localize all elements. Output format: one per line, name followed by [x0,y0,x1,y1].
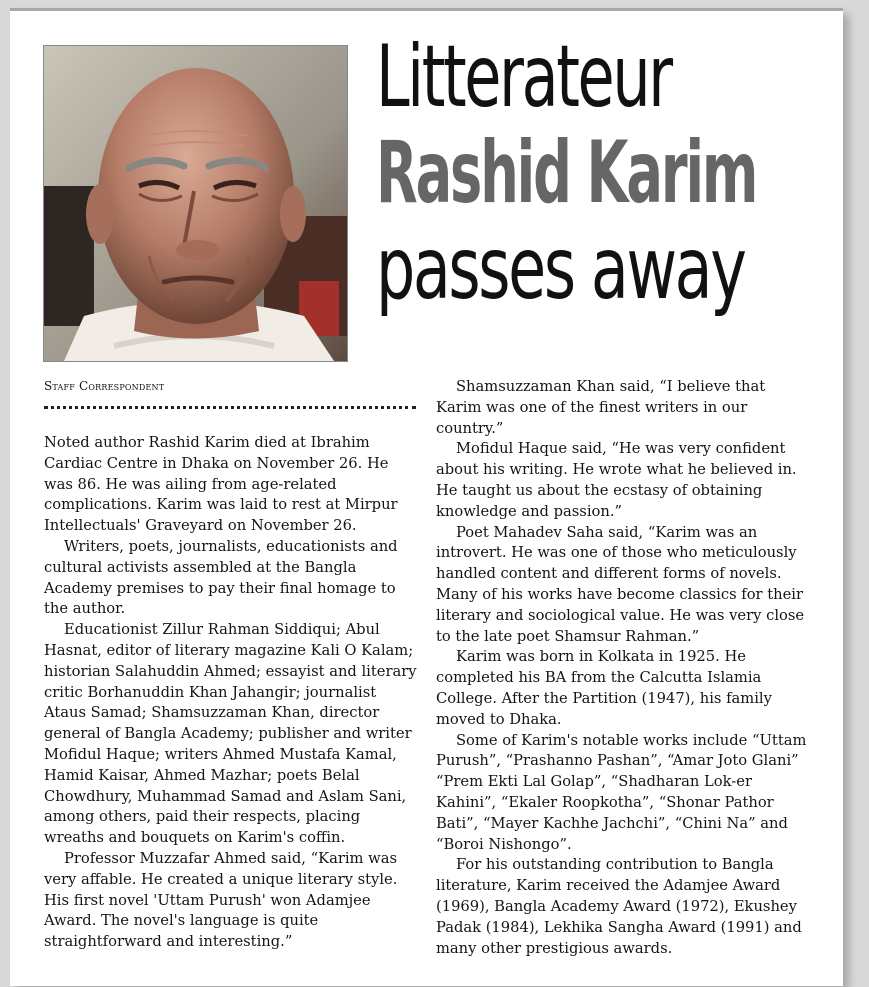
newspaper-page [10,8,843,986]
paragraph: Shamsuzzaman Khan said, “I believe that Karim was one of the finest writers in our country.” [436,378,766,437]
article-column-right [436,377,810,959]
paragraph: Karim was born in Kolkata in 1925. He completed his BA from the Calcutta Islamia College. After the Partition (1947), his family moved to Dhaka. [436,648,772,728]
paragraph: Writers, poets, journalists, educationists and cultural activists assembled at the Bangla Academy premises to pay their final homage to the author. [44,537,398,618]
paragraph: For his outstanding contribution to Bangla literature, Karim received the Adamjee Award (1969), Bangla Academy Award (1972), Ekushey Padak (1984), Lekhika Sangha Award (1991) and many other prestigious awards. [436,856,802,957]
paragraph: Noted author Rashid Karim died at Ibrahim Cardiac Centre in Dhaka on November 26. He was 86. He was ailing from age-related complications. Karim was laid to rest at Mirpur Intellectuals' Graveyard on November 26. [44,434,398,535]
article-column-left [44,433,418,953]
paragraph: Educationist Zillur Rahman Siddiqui; Abul Hasnat, editor of literary magazine Kali O Kalam; historian Salahuddin Ahmed; essayist and literary critic Borhanuddin Khan Jahangir; journalist Ataus Samad; Shamsuzzaman Khan, director general of Bangla Academy; publisher and writer Mofidul Haque; writers Ahmed Mustafa Kamal, Hamid Kaisar, Ahmed Mazhar; poets Belal Chowdhury, Muhammad Samad and Aslam Sani, among others, paid their respects, placing wreaths and bouquets on Karim's coffin. [44,621,417,847]
paragraph: Professor Muzzafar Ahmed said, “Karim was very affable. He created a unique literary style. His first novel 'Uttam Purush' won Adamjee Award. The novel's language is quite straightforward and interesting.” [44,849,398,951]
headline-line-2: Rashid Karim [376,123,757,223]
portrait-photo [43,45,348,362]
article-headline [376,29,836,317]
paragraph: Mofidul Haque said, “He was very confident about his writing. He wrote what he believed in. He taught us about the ecstasy of obtaining knowledge and passion.” [436,440,797,520]
byline: Staff Correspondent [44,379,165,393]
portrait-illustration [44,46,347,361]
headline-line-1: Litterateur [376,27,671,127]
headline-line-3: passes away [376,219,745,319]
dotted-divider [44,406,416,409]
paragraph: Poet Mahadev Saha said, “Karim was an introvert. He was one of those who meticulously handled content and different forms of novels. Many of his works have become classics for their literary and sociological value. He was very close to the late poet Shamsur Rahman.” [436,523,805,645]
paragraph: Some of Karim's notable works include “Uttam Purush”, “Prashanno Pashan”, “Amar Joto Glani” “Prem Ekti Lal Golap”, “Shadharan Lok-er Kahini”, “Ekaler Roopkotha”, “Shonar Pathor Bati”, “Mayer Kachhe Jachchi”, “Chini Na” and “Boroi Nishongo”. [436,731,807,853]
